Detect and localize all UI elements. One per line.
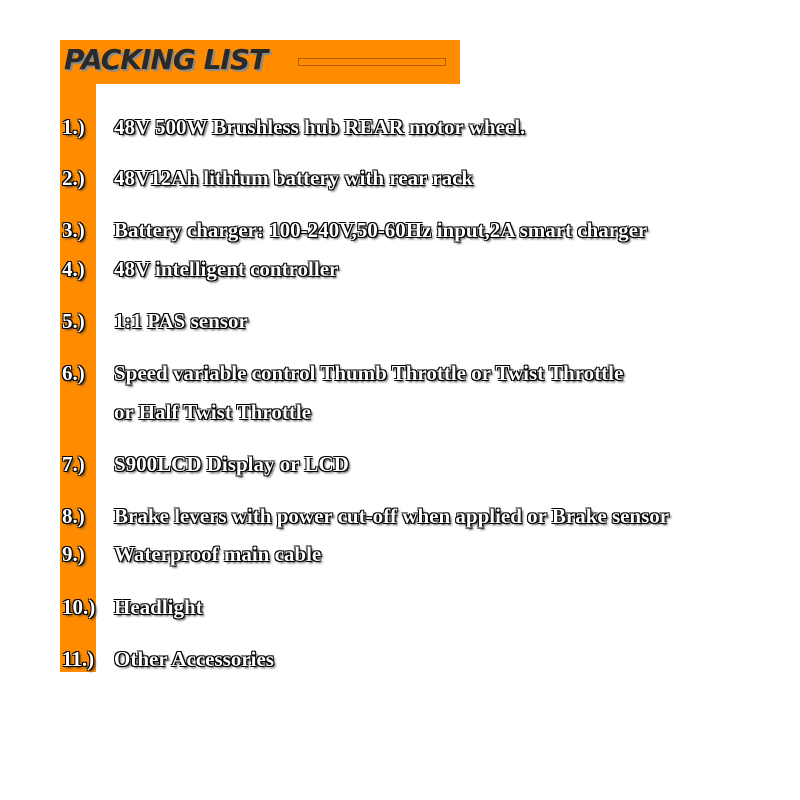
item-text: 48V12Ah lithium battery with rear rack — [114, 166, 474, 190]
page-title: PACKING LIST — [64, 43, 268, 76]
item-text: S900LCD Display or LCD — [114, 452, 349, 476]
item-number: 2.) — [62, 166, 85, 190]
item-number: 10.) — [62, 595, 96, 619]
item-number: 8.) — [62, 504, 85, 528]
item-text: Waterproof main cable — [114, 542, 322, 566]
item-text: 1:1 PAS sensor — [114, 309, 248, 333]
item-number: 4.) — [62, 257, 85, 281]
item-number: 6.) — [62, 361, 85, 385]
item-number: 7.) — [62, 452, 85, 476]
item-number: 1.) — [62, 115, 85, 139]
item-text: Battery charger: 100-240V,50-60Hz input,2A smart charger — [114, 218, 648, 242]
item-text-continuation: or Half Twist Throttle — [114, 400, 311, 424]
item-number: 3.) — [62, 218, 85, 242]
item-text: Speed variable control Thumb Throttle or Twist Throttle — [114, 361, 624, 385]
item-number: 11.) — [62, 647, 95, 671]
item-text: Other Accessories — [114, 647, 274, 671]
item-text: Headlight — [114, 595, 203, 619]
item-text: 48V 500W Brushless hub REAR motor wheel. — [114, 115, 526, 139]
item-text: Brake levers with power cut-off when applied or Brake sensor — [114, 504, 670, 528]
item-number: 9.) — [62, 542, 85, 566]
item-number: 5.) — [62, 309, 85, 333]
item-text: 48V intelligent controller — [114, 257, 339, 281]
header-divider — [298, 58, 446, 66]
